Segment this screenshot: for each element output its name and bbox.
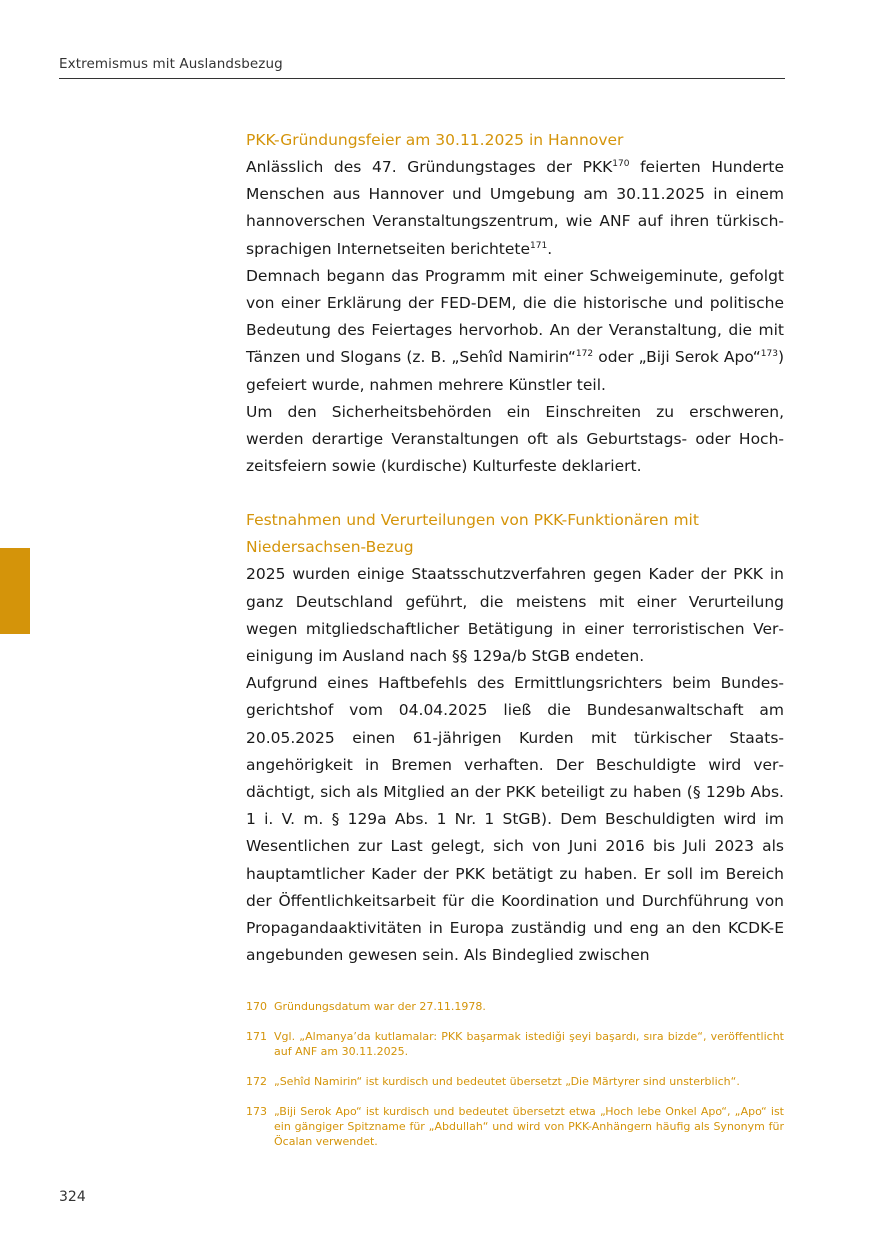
section-heading-gruendungsfeier: PKK-Gründungsfeier am 30.11.2025 in Hannover [246,131,624,149]
section-spacer [246,480,784,507]
running-head: Extremismus mit Auslandsbezug [59,56,785,79]
paragraph-text: . [547,239,553,258]
footnote-ref[interactable]: 170 [612,158,630,169]
footnote [246,1074,784,1089]
paragraph [246,263,784,399]
chapter-marker-tab [0,548,30,634]
footnote-number: 172 [246,1075,267,1088]
footnote-number: 173 [246,1105,267,1118]
footnote-ref[interactable]: 171 [530,240,548,251]
paragraph-text: Anlässlich des 47. Gründungstages der PKK [246,158,613,176]
footnote [246,1104,784,1149]
paragraph-text: oder „Biji Serok Apo“ [593,348,761,367]
footnote-number: 171 [246,1030,267,1043]
main-content [246,127,784,969]
footnote-ref[interactable]: 173 [760,349,778,360]
footnote [246,1029,784,1059]
footnote-text: „Sehîd Namirin“ ist kurdisch und bedeutet übersetzt „Die Märtyrer sind unsterblich“. [274,1075,740,1088]
heading-line: Festnahmen und Verurteilungen von PKK-Funktionären mit [246,511,699,530]
section-heading-festnahmen [246,507,784,561]
footnote [246,999,784,1014]
paragraph-text: feierten Hunderte Menschen aus Hannover und Umgebung am 30.11.2025 in einem hannoverschen Veranstaltungszentrum, wie ANF auf ihren türkischsprachigen Internetseiten berichtete [246,158,784,258]
paragraph-text: Demnach begann das Programm mit einer Schweigeminute, gefolgt von einer Erklärung der FED-DEM, die die historische und politische Bedeutung des Feiertages hervorhob. An der Veranstaltung, die mit Tänzen und Slogans (z. B. „Sehîd Namirin“ [246,266,784,367]
paragraph: Aufgrund eines Haftbefehls des Ermittlungsrichters beim Bundesgerichtshof vom 04.04.2025 ließ die Bundesanwaltschaft am 20.05.2025 einen 61-jährigen Kurden mit türkischer Staatsangehörigkeit in Bremen verhaften. Der Beschuldigte wird verdächtigt, sich als Mitglied an der PKK beteiligt zu haben (§ 129b Abs. 1 i. V. m. § 129a Abs. 1 Nr. 1 StGB). Dem Beschuldigten wird im Wesentlichen zur Last gelegt, sich von Juni 2016 bis Juli 2023 als hauptamtlicher Kader der PKK betätigt zu haben. Er soll im Bereich der Öffentlichkeitsarbeit für die Koordination und Durchführung von Propagandaaktivitäten in Europa zuständig und eng an den KCDK-E angebunden gewesen sein. Als Bindeglied zwischen [246,674,784,965]
footnote-text: Vgl. „Almanya’da kutlamalar: PKK başarmak istediği şeyi başardı, sıra bizde“, veröffentlicht auf ANF am 30.11.2025. [274,1030,784,1058]
footnote-text: „Biji Serok Apo“ ist kurdisch und bedeutet übersetzt etwa „Hoch lebe Onkel Apo“, „Apo“ ist ein gängiger Spitzname für „Abdullah“ und wird von PKK-Anhängern häufig als Synonym für Öcalan verwendet. [274,1105,784,1148]
page-number: 324 [59,1189,86,1205]
paragraph [246,154,784,263]
paragraph: 2025 wurden einige Staatsschutzverfahren gegen Kader der PKK in ganz Deutschland geführt, die meistens mit einer Verurteilung wegen mitgliedschaftlicher Betätigung in einer terroristischen Vereinigung im Ausland nach §§ 129a/b StGB endeten. [246,565,784,666]
footnote-text: Gründungsdatum war der 27.11.1978. [274,1000,486,1013]
paragraph: Um den Sicherheitsbehörden ein Einschreiten zu erschweren, werden derartige Veranstaltungen oft als Geburtstags- oder Hochzeitsfeiern sowie (kurdische) Kulturfeste deklariert. [246,402,784,476]
footnote-number: 170 [246,1000,267,1013]
footnotes [246,999,784,1164]
footnote-ref[interactable]: 172 [575,349,594,360]
paragraph-text: ) gefeiert wurde, nahmen mehrere Künstler teil. [246,348,784,394]
heading-line: Niedersachsen-Bezug [246,538,414,557]
